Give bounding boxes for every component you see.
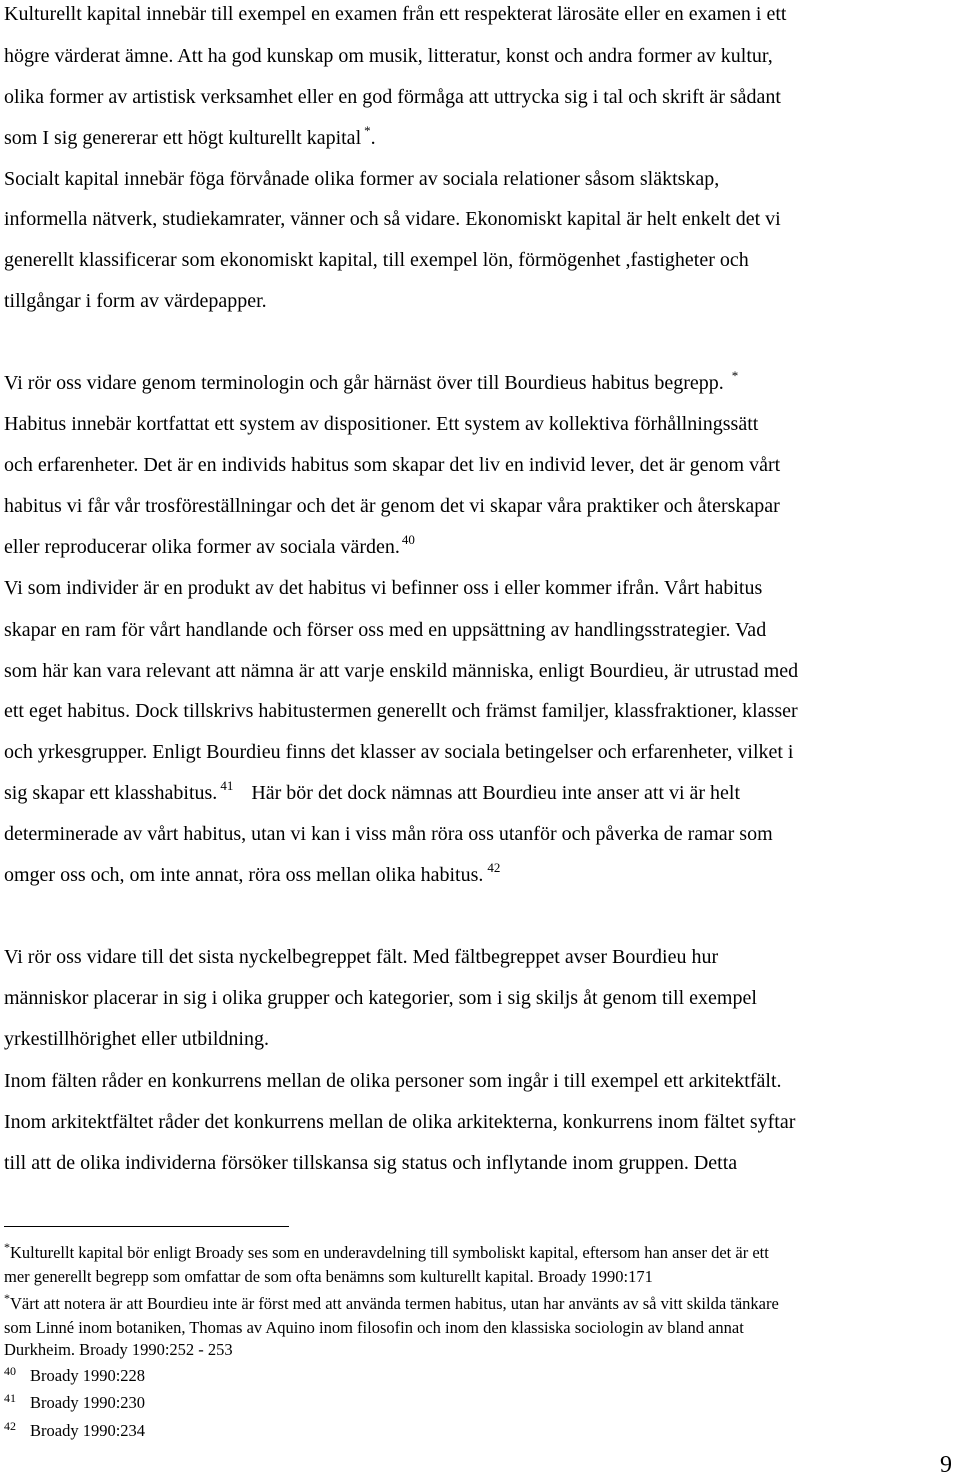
footnote-ref: * <box>364 123 371 138</box>
footnote-mark: 40 <box>4 1364 16 1378</box>
body-line: ett eget habitus. Dock tillskrivs habitustermen generellt och främst familjer, klassfraktioner, klasser <box>4 700 798 722</box>
body-line-text: sig skapar ett klasshabitus. <box>4 782 218 804</box>
footnote-ref: 40 <box>401 532 415 547</box>
footnote-line <box>4 1291 779 1315</box>
footnote-line: Durkheim. Broady 1990:252 - 253 <box>4 1340 233 1359</box>
footnote-line <box>4 1240 769 1264</box>
body-line: Vi som individer är en produkt av det habitus vi befinner oss i eller kommer ifrån. Vårt habitus <box>4 577 763 599</box>
body-line: Inom fälten råder en konkurrens mellan de olika personer som ingår i till exempel ett arkitektfält. <box>4 1070 782 1092</box>
page-number: 9 <box>940 1452 952 1478</box>
footnote-ref: 42 <box>487 860 501 875</box>
body-line: Kulturellt kapital innebär till exempel en examen från ett respekterat lärosäte eller en examen i ett <box>4 3 787 25</box>
body-line-text: som I sig genererar ett högt kulturellt kapital <box>4 127 362 149</box>
footnote-text: Broady 1990:234 <box>30 1421 146 1440</box>
body-line: habitus vi får vår trosföreställningar och det är genom det vi skapar våra praktiker och återskapar <box>4 495 780 517</box>
body-line: determinerade av vårt habitus, utan vi kan i viss mån röra oss utanför och påverka de ramar som <box>4 823 773 845</box>
body-line: högre värderat ämne. Att ha god kunskap om musik, litteratur, konst och andra former av kultur, <box>4 45 773 67</box>
footnote-line <box>4 1421 145 1442</box>
footnote-mark: 42 <box>4 1419 16 1433</box>
footnote-line <box>4 1393 145 1414</box>
footnote-line: som Linné inom botaniken, Thomas av Aquino inom filosofin och inom den klassiska sociologin av bland annat <box>4 1318 744 1337</box>
footnote-mark: * <box>4 1240 10 1254</box>
body-line: olika former av artistisk verksamhet eller en god förmåga att uttrycka sig i tal och skrift är sådant <box>4 86 781 108</box>
body-line-text: omger oss och, om inte annat, röra oss mellan olika habitus. <box>4 864 484 886</box>
footnote-line <box>4 1366 145 1387</box>
body-line: generellt klassificerar som ekonomiskt kapital, till exempel lön, förmögenhet ,fastigheter och <box>4 249 749 271</box>
body-line <box>4 860 501 887</box>
body-line: Habitus innebär kortfattat ett system av dispositioner. Ett system av kollektiva förhållningssätt <box>4 413 759 435</box>
body-line: och erfarenheter. Det är en individs habitus som skapar det liv en individ lever, det är genom vårt <box>4 454 781 476</box>
body-line: som här kan vara relevant att nämna är att varje enskild människa, enligt Bourdieu, är utrustad med <box>4 660 799 682</box>
body-line: till att de olika individerna försöker tillskansa sig status och inflytande inom gruppen. Detta <box>4 1152 738 1174</box>
body-line-text: Vi rör oss vidare genom terminologin och går härnäst över till Bourdieus habitus begrepp. <box>4 372 724 394</box>
body-line: människor placerar in sig i olika grupper och kategorier, som i sig skiljs åt genom till exempel <box>4 987 757 1009</box>
body-line: informella nätverk, studiekamrater, vänner och så vidare. Ekonomiskt kapital är helt enkelt det vi <box>4 208 781 230</box>
body-line: yrkestillhörighet eller utbildning. <box>4 1028 269 1050</box>
body-line: Socialt kapital innebär föga förvånade olika former av sociala relationer såsom släktskap, <box>4 168 720 190</box>
body-line <box>4 778 741 805</box>
body-line <box>4 123 376 150</box>
footnote-text: Kulturellt kapital bör enligt Broady ses som en underavdelning till symboliskt kapital, eftersom han anser det är ett <box>10 1243 769 1262</box>
body-line-text: eller reproducerar olika former av sociala värden. <box>4 536 400 558</box>
body-line: Vi rör oss vidare till det sista nyckelbegreppet fält. Med fältbegreppet avser Bourdieu hur <box>4 946 719 968</box>
footnote-separator <box>4 1226 289 1227</box>
footnote-ref: * <box>731 368 739 383</box>
footnote-mark: * <box>4 1291 10 1305</box>
body-line <box>4 532 415 559</box>
body-line: skapar en ram för vårt handlande och förser oss med en uppsättning av handlingsstrategier. Vad <box>4 619 767 641</box>
body-line: Inom arkitektfältet råder det konkurrens mellan de olika arkitekterna, konkurrens inom fältet syftar <box>4 1111 796 1133</box>
footnote-mark: 41 <box>4 1391 16 1405</box>
body-line: och yrkesgrupper. Enligt Bourdieu finns det klasser av sociala betingelser och erfarenheter, vilket i <box>4 741 794 763</box>
footnote-text: Värt att notera är att Bourdieu inte är först med att använda termen habitus, utan har använts av så vitt skilda tänkare <box>10 1294 779 1313</box>
body-line: tillgångar i form av värdepapper. <box>4 290 267 312</box>
footnote-text: Broady 1990:230 <box>30 1393 146 1412</box>
footnote-line: mer generellt begrepp som omfattar de som ofta benämns som kulturellt kapital. Broady 1990:171 <box>4 1267 653 1286</box>
footnote-ref: 41 <box>220 778 234 793</box>
body-line <box>4 368 739 395</box>
footnote-text: Broady 1990:228 <box>30 1366 146 1385</box>
body-line-text: Här bör det dock nämnas att Bourdieu inte anser att vi är helt <box>251 782 741 804</box>
punctuation: . <box>370 127 376 149</box>
